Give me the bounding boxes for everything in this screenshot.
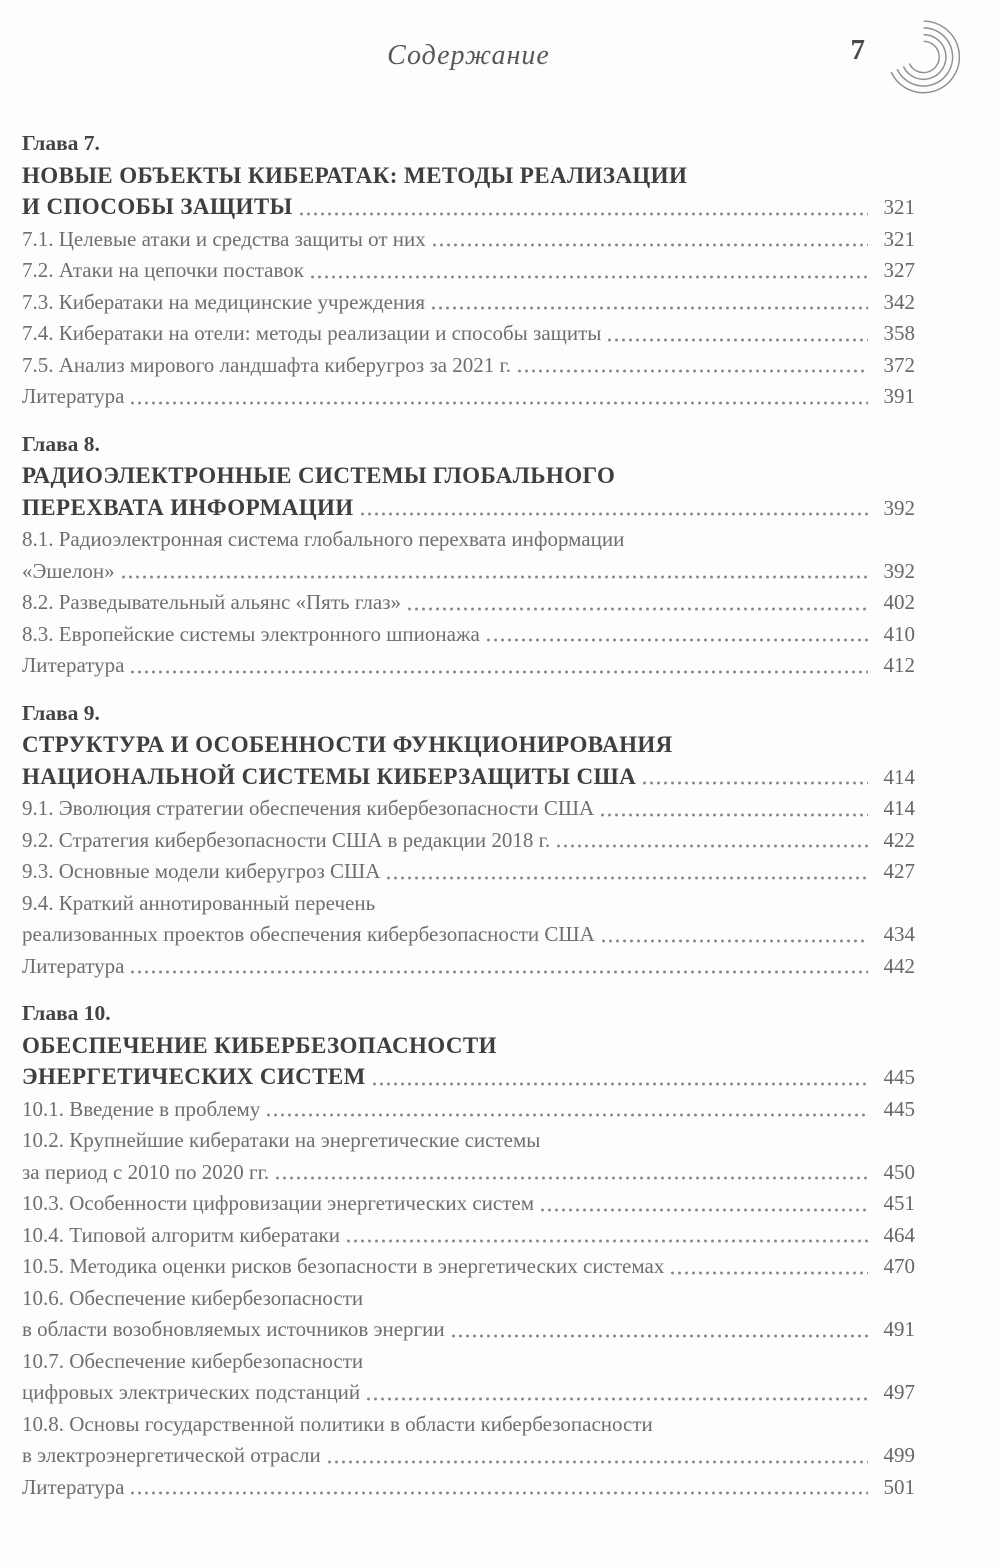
dot-leader <box>430 303 868 313</box>
dot-leader <box>450 1331 868 1341</box>
page-ref: 434 <box>883 922 915 946</box>
page-ref: 391 <box>883 384 915 408</box>
toc-entry-text: цифровых электрических подстанций <box>22 1380 361 1404</box>
chapter-title-line <box>22 460 915 492</box>
page-ref: 470 <box>883 1254 915 1278</box>
toc-section-chapter-8 <box>22 429 915 682</box>
toc-entry-text: Литература <box>22 384 125 408</box>
toc-entry-text: 7.4. Кибератаки на отели: методы реализации и способы защиты <box>22 321 602 345</box>
page-ref: 442 <box>883 953 915 978</box>
chapter-label <box>22 128 915 160</box>
dot-leader <box>539 1205 868 1215</box>
dot-leader <box>385 873 868 883</box>
dot-leader <box>345 1236 868 1246</box>
table-of-contents <box>22 128 915 1503</box>
page-ref: 497 <box>883 1380 915 1404</box>
toc-entry-text: 9.1. Эволюция стратегии обеспечения кибербезопасности США <box>22 796 595 820</box>
page-ref: 412 <box>883 653 915 677</box>
toc-entry-text: 10.1. Введение в проблему <box>22 1096 261 1121</box>
dot-leader <box>555 841 868 851</box>
dot-leader <box>265 1110 868 1120</box>
dot-leader <box>669 1268 868 1278</box>
toc-entry-text: 9.2. Стратегия кибербезопасности США в редакции 2018 г. <box>22 827 551 852</box>
page-ref: 491 <box>883 1317 915 1341</box>
toc-section-chapter-9 <box>22 698 915 983</box>
toc-entry <box>22 650 915 682</box>
toc-entry <box>22 224 915 256</box>
dot-leader <box>600 936 868 946</box>
dot-leader <box>129 667 868 677</box>
toc-entry-text: 10.3. Особенности цифровизации энергетических систем <box>22 1191 534 1215</box>
toc-entry <box>22 951 915 983</box>
toc-entry <box>22 587 915 619</box>
dot-leader <box>606 335 868 345</box>
toc-section-chapter-7 <box>22 128 915 413</box>
toc-entry <box>22 888 915 920</box>
page-ref: 451 <box>883 1191 915 1215</box>
dot-leader <box>599 810 868 820</box>
chapter-title-line <box>22 761 915 794</box>
toc-entry-text: за период с 2010 по 2020 гг. <box>22 1159 270 1184</box>
page-ref: 499 <box>883 1443 915 1467</box>
toc-entry-text: 10.4. Типовой алгоритм кибератаки <box>22 1222 340 1247</box>
dot-leader <box>516 366 868 376</box>
chapter-label <box>22 698 915 730</box>
page-ref: 464 <box>883 1222 915 1247</box>
page-ref: 422 <box>883 827 915 852</box>
page-ref: 450 <box>883 1159 915 1184</box>
toc-entry <box>22 1220 915 1252</box>
toc-entry-text: 10.8. Основы государственной политики в области кибербезопасности <box>22 1411 653 1436</box>
dot-leader <box>129 967 868 977</box>
dot-leader <box>371 1079 868 1089</box>
toc-entry-text: 10.2. Крупнейшие кибератаки на энергетические системы <box>22 1128 541 1152</box>
toc-entry <box>22 1440 915 1472</box>
page-ref: 342 <box>883 289 915 314</box>
toc-entry-text: реализованных проектов обеспечения кибербезопасности США <box>22 922 595 946</box>
dot-leader <box>129 398 868 408</box>
chapter-label-text: Глава 10. <box>22 1001 111 1025</box>
toc-entry-text: 10.6. Обеспечение кибербезопасности <box>22 1285 364 1310</box>
toc-entry-text: 7.5. Анализ мирового ландшафта киберугроз за 2021 г. <box>22 352 512 377</box>
dot-leader <box>298 209 868 219</box>
page-ref: 358 <box>883 321 915 345</box>
toc-entry-text: в области возобновляемых источников энергии <box>22 1317 445 1341</box>
page-title: Содержание <box>387 40 550 71</box>
toc-entry-text: Литература <box>22 1474 125 1499</box>
page-ref: 414 <box>883 796 915 820</box>
toc-entry-text: 7.1. Целевые атаки и средства защиты от них <box>22 226 426 251</box>
dot-leader <box>129 1488 868 1498</box>
toc-entry-text: 8.1. Радиоэлектронная система глобального перехвата информации <box>22 527 625 551</box>
toc-entry-text: 7.3. Кибератаки на медицинские учреждения <box>22 289 426 314</box>
page-header <box>22 30 915 100</box>
chapter-title-text: СТРУКТУРА И ОСОБЕННОСТИ ФУНКЦИОНИРОВАНИЯ <box>22 732 673 757</box>
toc-entry <box>22 1157 915 1189</box>
toc-entry <box>22 1094 915 1126</box>
toc-entry <box>22 1346 915 1378</box>
chapter-title-line <box>22 729 915 761</box>
page-ref: 402 <box>883 590 915 614</box>
page-ref: 392 <box>883 558 915 583</box>
toc-entry-text: 10.7. Обеспечение кибербезопасности <box>22 1348 364 1373</box>
chapter-title-line <box>22 160 915 192</box>
toc-entry-text: Литература <box>22 653 125 677</box>
toc-entry <box>22 1188 915 1220</box>
dot-leader <box>406 604 868 614</box>
page-ref: 410 <box>883 621 915 646</box>
toc-entry-text: в электроэнергетической отрасли <box>22 1443 321 1467</box>
toc-entry <box>22 1251 915 1283</box>
toc-entry <box>22 1377 915 1409</box>
toc-entry-text: «Эшелон» <box>22 558 115 583</box>
toc-entry <box>22 556 915 588</box>
toc-entry <box>22 524 915 556</box>
chapter-title-text: РАДИОЭЛЕКТРОННЫЕ СИСТЕМЫ ГЛОБАЛЬНОГО <box>22 463 616 488</box>
toc-entry-text: 7.2. Атаки на цепочки поставок <box>22 258 304 282</box>
chapter-title-line <box>22 191 915 224</box>
toc-entry <box>22 825 915 857</box>
page-ref: 372 <box>883 352 915 377</box>
chapter-title-line <box>22 1061 915 1094</box>
toc-section-chapter-10 <box>22 998 915 1503</box>
toc-entry-text: 8.2. Разведывательный альянс «Пять глаз» <box>22 590 401 614</box>
dot-leader <box>485 635 868 645</box>
chapter-label <box>22 429 915 461</box>
toc-entry <box>22 381 915 413</box>
toc-entry <box>22 287 915 319</box>
toc-entry <box>22 919 915 951</box>
toc-entry-text: 9.4. Краткий аннотированный перечень <box>22 890 376 915</box>
toc-entry <box>22 1472 915 1504</box>
chapter-label-text: Глава 7. <box>22 131 100 155</box>
chapter-title-text: НАЦИОНАЛЬНОЙ СИСТЕМЫ КИБЕРЗАЩИТЫ США <box>22 763 637 789</box>
toc-entry <box>22 1314 915 1346</box>
page-ref: 427 <box>883 859 915 883</box>
chapter-title-text: ПЕРЕХВАТА ИНФОРМАЦИИ <box>22 494 354 520</box>
dot-leader <box>309 272 868 282</box>
toc-entry-text: 9.3. Основные модели киберугроз США <box>22 859 381 883</box>
chapter-label <box>22 998 915 1030</box>
toc-entry <box>22 350 915 382</box>
dot-leader <box>120 572 868 582</box>
page-ref: 445 <box>883 1065 915 1089</box>
chapter-title-text: ЭНЕРГЕТИЧЕСКИХ СИСТЕМ <box>22 1064 366 1089</box>
dot-leader <box>359 509 868 519</box>
toc-entry-text: 10.5. Методика оценки рисков безопасности в энергетических системах <box>22 1254 665 1278</box>
dot-leader <box>431 240 868 250</box>
toc-entry-text: 8.3. Европейские системы электронного шпионажа <box>22 621 480 646</box>
chapter-title-text: И СПОСОБЫ ЗАЩИТЫ <box>22 194 293 219</box>
chapter-label-text: Глава 8. <box>22 431 100 456</box>
toc-entry <box>22 1409 915 1441</box>
toc-entry-text: Литература <box>22 953 125 978</box>
dot-leader <box>274 1173 868 1183</box>
page-ref: 414 <box>883 764 915 789</box>
page-ref: 445 <box>883 1096 915 1121</box>
toc-entry <box>22 255 915 287</box>
page-ref: 321 <box>883 226 915 251</box>
toc-entry <box>22 793 915 825</box>
toc-entry <box>22 1283 915 1315</box>
chapter-title-line <box>22 1030 915 1062</box>
chapter-title-text: ОБЕСПЕЧЕНИЕ КИБЕРБЕЗОПАСНОСТИ <box>22 1032 497 1058</box>
dot-leader <box>641 778 868 788</box>
toc-entry <box>22 856 915 888</box>
page-ref: 392 <box>883 495 915 520</box>
page-ref: 321 <box>883 195 915 219</box>
page-ref: 327 <box>883 258 915 282</box>
page-ref: 501 <box>883 1474 915 1499</box>
page-number: 7 <box>850 34 865 66</box>
dot-leader <box>365 1394 868 1404</box>
toc-entry <box>22 318 915 350</box>
toc-entry <box>22 1125 915 1157</box>
chapter-label-text: Глава 9. <box>22 700 100 725</box>
chapter-title-line <box>22 492 915 525</box>
concentric-arcs-icon <box>873 10 963 105</box>
dot-leader <box>326 1457 868 1467</box>
chapter-title-text: НОВЫЕ ОБЪЕКТЫ КИБЕРАТАК: МЕТОДЫ РЕАЛИЗАЦИИ <box>22 162 688 188</box>
toc-entry <box>22 619 915 651</box>
